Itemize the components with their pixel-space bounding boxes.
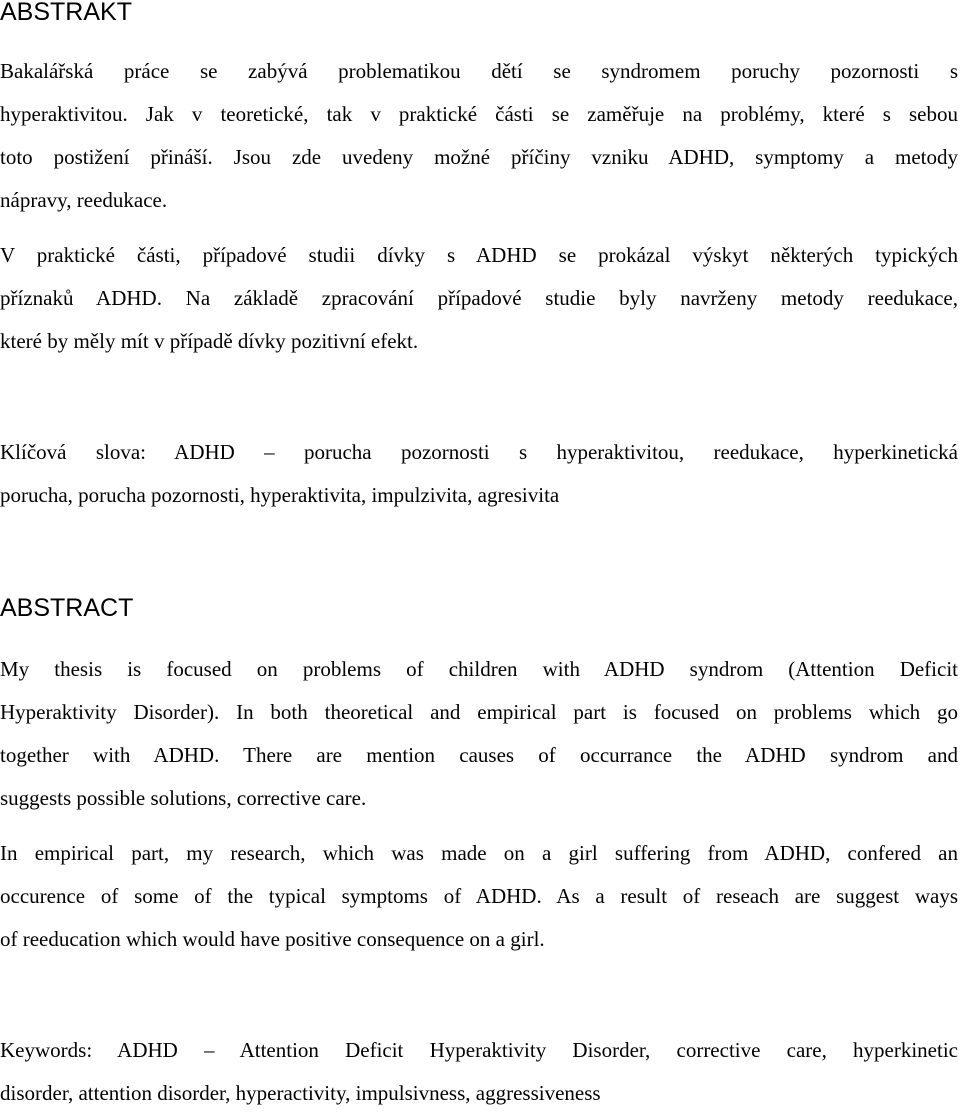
- text-line: suggests possible solutions, corrective care.: [0, 786, 367, 810]
- text-line: together with ADHD. There are mention causes of occurrance the ADHD syndrom and: [0, 743, 958, 767]
- text-line: Hyperaktivity Disorder). In both theoretical and empirical part is focused on problems which go: [0, 700, 958, 724]
- text-line: occurence of some of the typical symptoms of ADHD. As a result of reseach are suggest ways: [0, 884, 958, 908]
- text-line: disorder, attention disorder, hyperactivity, impulsivness, aggressiveness: [0, 1081, 601, 1105]
- text-line: Keywords: ADHD – Attention Deficit Hyperaktivity Disorder, corrective care, hyperkinetic: [0, 1038, 958, 1062]
- czech-abstract-paragraph-1: [0, 50, 958, 222]
- text-line: Bakalářská práce se zabývá problematikou dětí se syndromem poruchy pozornosti s: [0, 59, 958, 83]
- text-line: příznaků ADHD. Na základě zpracování případové studie byly navrženy metody reedukace,: [0, 286, 958, 310]
- text-line: toto postižení přináší. Jsou zde uvedeny možné příčiny vzniku ADHD, symptomy a metody: [0, 145, 958, 169]
- text-line: hyperaktivitou. Jak v teoretické, tak v praktické části se zaměřuje na problémy, které s sebou: [0, 102, 958, 126]
- text-line: porucha, porucha pozornosti, hyperaktivita, impulzivita, agresivita: [0, 483, 560, 507]
- text-line: Klíčová slova: ADHD – porucha pozornosti s hyperaktivitou, reedukace, hyperkinetická: [0, 440, 958, 464]
- text-line: nápravy, reedukace.: [0, 188, 168, 212]
- text-line: of reeducation which would have positive consequence on a girl.: [0, 927, 545, 951]
- english-abstract-paragraph-1: [0, 648, 958, 820]
- text-line: V praktické části, případové studii dívky s ADHD se prokázal výskyt některých typických: [0, 243, 958, 267]
- text-line: My thesis is focused on problems of children with ADHD syndrom (Attention Deficit: [0, 657, 958, 681]
- english-abstract-paragraph-2: [0, 832, 958, 961]
- czech-keywords: [0, 431, 958, 517]
- text-line: které by měly mít v případě dívky pozitivní efekt.: [0, 329, 419, 353]
- czech-abstract-paragraph-2: [0, 234, 958, 363]
- english-keywords: [0, 1029, 958, 1115]
- czech-abstract-heading: ABSTRAKT: [0, 0, 132, 26]
- text-line: In empirical part, my research, which was made on a girl suffering from ADHD, confered an: [0, 841, 958, 865]
- english-abstract-heading: ABSTRACT: [0, 594, 134, 622]
